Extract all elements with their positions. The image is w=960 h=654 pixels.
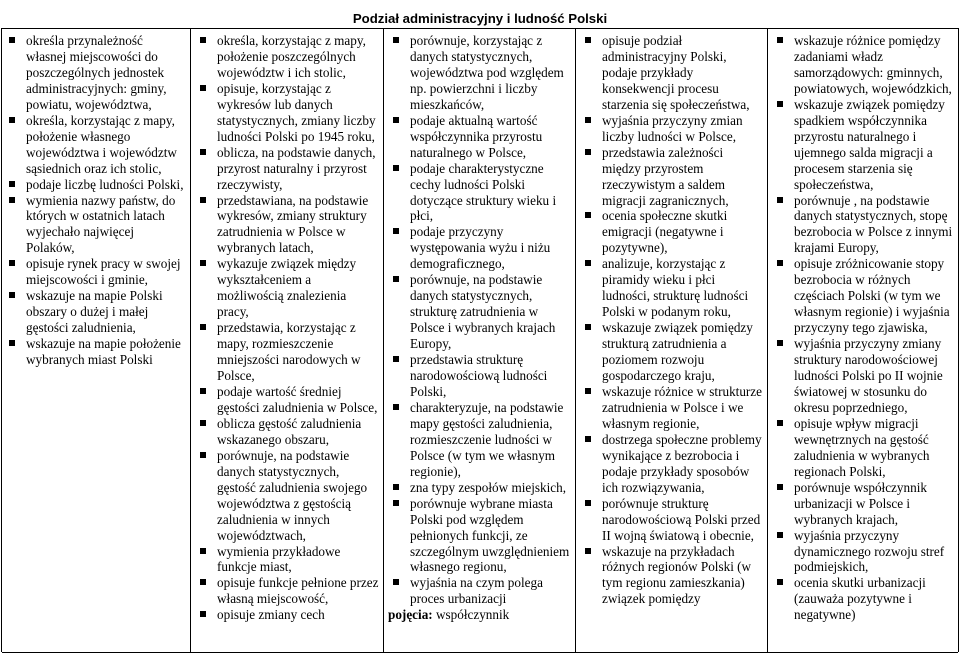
column-divider [383,28,384,652]
table-border-left [1,28,2,652]
square-bullet-icon [200,548,206,554]
requirement-text: wskazuje na przykładach różnych regionów Polski (w tym regionu zamieszkania) związek pomiędzy [602,543,752,607]
square-bullet-icon [585,436,591,442]
square-bullet-icon [585,548,591,554]
requirement-text: opisuje rynek pracy w swojej miejscowości i gminie, [26,256,181,288]
requirement-text: zna typy zespołów miejskich, [410,479,567,495]
requirement-text: wyjaśnia na czym polega proces urbanizacji [410,575,543,607]
square-bullet-icon [200,611,206,617]
square-bullet-icon [200,37,206,43]
square-bullet-icon [9,181,15,187]
square-bullet-icon [585,117,591,123]
square-bullet-icon [9,260,15,266]
square-bullet-icon [200,420,206,426]
requirement-item [580,432,763,496]
requirement-text: określa, korzystając z mapy, położenie własnego województwa i województw sąsiednich oraz ich stolic, [26,112,177,176]
square-bullet-icon [200,388,206,394]
square-bullet-icon [585,260,591,266]
column-divider [575,28,576,652]
square-bullet-icon [585,324,591,330]
requirement-item [580,113,763,145]
requirement-text: porównuje, korzystając z danych statystycznych, województwa pod względem np. powierzchni i liczby mieszkańców, [410,33,564,112]
requirement-text: wykazuje związek między wykształceniem a możliwością znalezienia pracy, [217,256,357,320]
requirement-text: porównuje wybrane miasta Polski pod względem pełnionych funkcji, ze szczególnym uwzględnieniem własnego regionu, [410,495,570,575]
table-border-bottom [2,652,958,653]
concepts-label: pojęcia: [388,607,433,623]
requirement-text: podaje charakterystyczne cechy ludności Polski dotyczące struktury wieku i płci, [410,160,557,224]
requirement-item [195,256,379,320]
requirement-text: oblicza gęstość zaludnienia wskazanego obszaru, [217,415,362,447]
requirement-item [388,224,571,272]
requirement-text: wyjaśnia przyczyny zmian liczby ludności w Polsce, [602,112,743,144]
requirement-item [388,496,571,576]
square-bullet-icon [9,340,15,346]
square-bullet-icon [200,260,206,266]
requirement-item [580,145,763,209]
square-bullet-icon [585,37,591,43]
square-bullet-icon [9,197,15,203]
requirements-column-3 [388,33,571,623]
square-bullet-icon [200,324,206,330]
requirement-item [195,416,379,448]
square-bullet-icon [200,197,206,203]
requirements-list [772,33,956,623]
square-bullet-icon [393,404,399,410]
requirement-item [195,544,379,576]
square-bullet-icon [393,356,399,362]
square-bullet-icon [777,197,783,203]
square-bullet-icon [393,579,399,585]
requirement-text: podaje wartość średniej gęstości zaludnienia w Polsce, [217,383,378,415]
requirement-item [580,33,763,113]
requirement-item [580,320,763,384]
requirement-item [772,97,956,193]
requirement-item [4,177,184,193]
requirement-item [772,336,956,416]
requirement-item [388,161,571,225]
requirement-item [195,81,379,145]
requirement-text: dostrzega społeczne problemy wynikające z bezrobocia i podaje przykłady sposobów ich rozwiązywania, [602,431,762,495]
requirement-text: porównuje, na podstawie danych statystycznych, gęstość zaludnienia swojego województwa z gęstością zaludnienia w innych województwach, [217,447,368,543]
requirement-item [580,496,763,544]
column-divider [190,28,191,652]
requirement-text: wskazuje związek pomiędzy strukturą zatrudnienia a poziomem rozwoju gospodarczego kraju, [602,320,753,384]
requirement-text: wyjaśnia przyczyny dynamicznego rozwoju stref podmiejskich, [794,527,945,575]
requirement-item [772,256,956,336]
requirement-text: porównuje współczynnik urbanizacji w Polsce i wybranych krajach, [794,479,927,527]
requirement-text: podaje przyczyny występowania wyżu i niżu demograficznego, [410,224,551,272]
requirement-text: ocenia skutki urbanizacji (zauważa pozytywne i negatywne) [794,575,926,623]
requirements-column-2 [195,33,379,623]
square-bullet-icon [777,579,783,585]
square-bullet-icon [777,260,783,266]
requirement-item [388,575,571,607]
requirement-text: opisuje funkcje pełnione przez własną miejscowość, [217,575,379,607]
square-bullet-icon [393,276,399,282]
requirement-text: analizuje, korzystając z piramidy wieku i płci ludności, strukturę ludności Polski w podanym roku, [602,256,749,320]
requirement-item [195,193,379,257]
requirement-item [195,448,379,544]
requirement-item [388,480,571,496]
square-bullet-icon [393,37,399,43]
requirement-text: wskazuje różnice pomiędzy zadaniami władz samorządowych: gminnych, powiatowych, wojewódzkich, [794,33,952,96]
requirement-text: podaje liczbę ludności Polski, [26,176,184,192]
concepts-line [388,607,571,623]
square-bullet-icon [777,484,783,490]
requirement-text: opisuje wpływ migracji wewnętrznych na gęstość zaludnienia w wybranych regionach Polski, [794,415,930,479]
square-bullet-icon [777,340,783,346]
requirement-text: oblicza, na podstawie danych, przyrost naturalny i przyrost rzeczywisty, [217,144,376,192]
square-bullet-icon [200,149,206,155]
square-bullet-icon [585,149,591,155]
requirement-text: przedstawia strukturę narodowościową ludności Polski, [410,352,548,399]
table-border-right [958,28,959,652]
requirement-text: podaje aktualną wartość współczynnika przyrostu naturalnego w Polsce, [410,112,543,160]
requirement-item [772,575,956,623]
requirement-item [580,256,763,320]
square-bullet-icon [393,484,399,490]
requirements-column-4 [580,33,763,607]
requirement-item [4,33,184,113]
requirements-list [195,33,379,623]
requirement-text: porównuje strukturę narodowościową Polski przed II wojną światową i obecnie, [602,495,761,543]
requirement-item [195,607,379,623]
requirement-item [772,33,956,97]
requirement-item [4,193,184,257]
requirement-text: wymienia przykładowe funkcje miast, [217,543,341,575]
requirement-item [772,528,956,576]
requirement-text: przedstawiana, na podstawie wykresów, zmiany struktury zatrudnienia w Polsce w wybranych latach, [217,192,369,256]
square-bullet-icon [393,117,399,123]
square-bullet-icon [777,532,783,538]
square-bullet-icon [393,228,399,234]
requirement-text: wymienia nazwy państw, do których w ostatnich latach wyjechało najwięcej Polaków, [26,192,176,256]
requirement-item [4,288,184,336]
requirement-item [580,208,763,256]
table-title: Podział administracyjny i ludność Polski [352,11,608,26]
requirement-item [195,320,379,384]
requirement-text: wskazuje związek pomiędzy spadkiem współczynnika przyrostu naturalnego i ujemnego salda migracji a procesem starzenia się społeczeństwa, [794,96,945,192]
requirement-item [772,480,956,528]
square-bullet-icon [585,212,591,218]
square-bullet-icon [777,101,783,107]
square-bullet-icon [200,452,206,458]
requirements-list [388,33,571,607]
requirement-item [388,400,571,480]
square-bullet-icon [200,85,206,91]
requirement-item [772,193,956,257]
requirement-item [580,544,763,608]
column-divider [767,28,768,652]
requirement-item [195,145,379,193]
concepts-value: współczynnik [432,607,510,623]
requirement-item [772,416,956,480]
square-bullet-icon [393,165,399,171]
square-bullet-icon [585,500,591,506]
requirement-item [388,33,571,113]
requirements-column-1 [4,33,184,368]
square-bullet-icon [777,37,783,43]
requirement-item [388,352,571,400]
requirement-text: opisuje podział administracyjny Polski, podaje przykłady konsekwencji procesu starzenia się społeczeństwa, [602,33,750,112]
square-bullet-icon [777,420,783,426]
requirements-list [580,33,763,607]
square-bullet-icon [9,117,15,123]
requirement-text: przedstawia, korzystając z mapy, rozmieszczenie mniejszości narodowych w Polsce, [217,320,361,384]
requirement-item [388,272,571,352]
square-bullet-icon [9,292,15,298]
requirement-text: określa przynależność własnej miejscowości do poszczególnych jednostek administracyjnych: gminy, powiatu, województwa, [26,33,167,112]
requirement-item [4,256,184,288]
requirement-item [388,113,571,161]
requirement-item [195,33,379,81]
requirement-text: przedstawia zależności między przyrostem rzeczywistym a saldem migracji zagranicznych, [602,144,729,208]
requirement-text: charakteryzuje, na podstawie mapy gęstości zaludnienia, rozmieszczenie ludności w Polsce (w tym we własnym regionie), [410,399,564,479]
requirement-text: wskazuje na mapie Polski obszary o dużej i małej gęstości zaludnienia, [26,288,163,336]
requirement-text: porównuje, na podstawie danych statystycznych, strukturę zatrudnienia w Polsce i wybranych krajach Europy, [410,272,556,352]
requirement-text: opisuje zmiany cech [217,607,325,623]
requirement-item [195,384,379,416]
requirement-item [4,113,184,177]
requirements-list [4,33,184,368]
requirement-text: opisuje, korzystając z wykresów lub danych statystycznych, zmiany liczby ludności Polski po 1945 roku, [217,80,376,144]
requirement-item [580,384,763,432]
requirement-text: wyjaśnia przyczyny zmiany struktury narodowościowej ludności Polski po II wojnie światowej w stosunku do okresu poprzedniego, [794,336,943,415]
requirement-text: wskazuje różnice w strukturze zatrudnienia w Polsce i we własnym regionie, [602,383,763,431]
requirement-text: ocenia społeczne skutki emigracji (negatywne i pozytywne), [602,208,728,256]
requirement-item [195,575,379,607]
requirements-column-5 [772,33,956,623]
square-bullet-icon [9,37,15,43]
requirement-text: opisuje zróżnicowanie stopy bezrobocia w różnych częściach Polski (w tym we własnym regionie) i wyjaśnia przyczyny tego zjawiska, [794,256,950,336]
requirement-text: porównuje , na podstawie danych statystycznych, stopę bezrobocia w Polsce z innymi krajami Europy, [794,192,953,256]
square-bullet-icon [585,388,591,394]
requirement-text: wskazuje na mapie położenie wybranych miast Polski [26,336,181,368]
square-bullet-icon [393,500,399,506]
requirement-text: określa, korzystając z mapy, położenie poszczególnych województw i ich stolic, [217,33,366,80]
requirement-item [4,336,184,368]
square-bullet-icon [200,579,206,585]
